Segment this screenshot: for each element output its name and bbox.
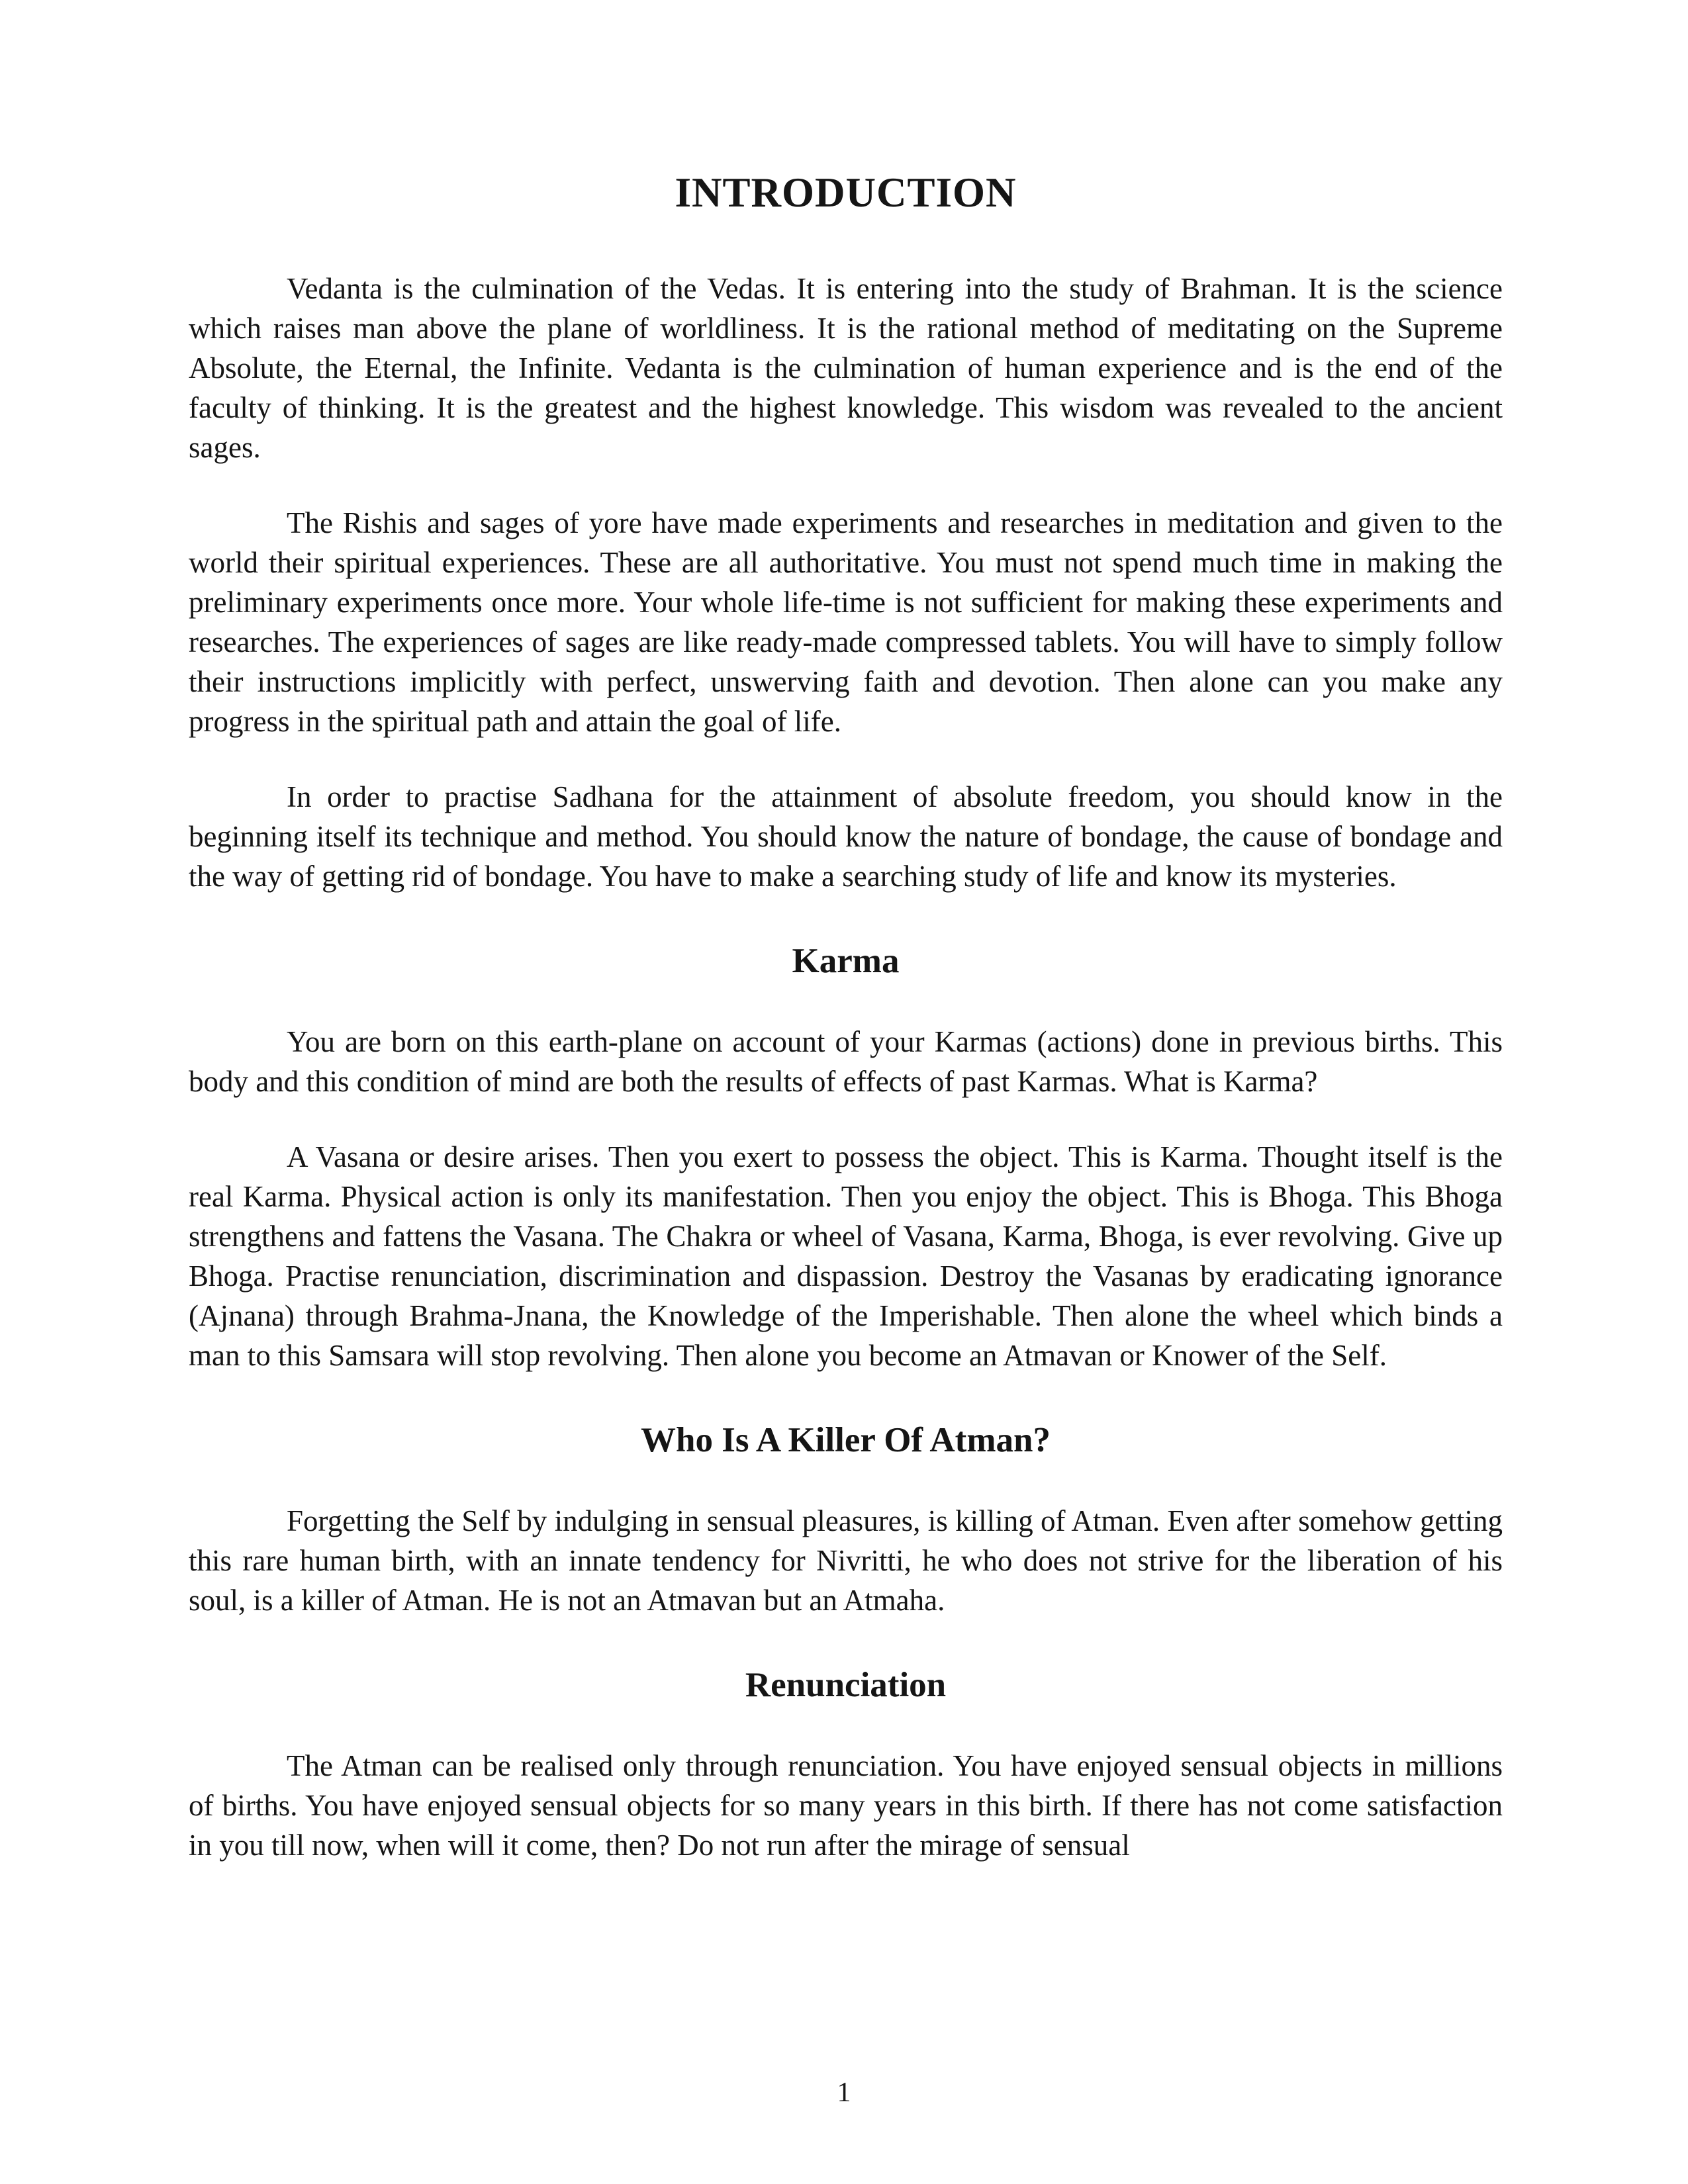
paragraph-intro-2: The Rishis and sages of yore have made experiments and researches in meditation and given to the world their spiritual experiences. These are all authoritative. You must not spend much time in making the preliminary experiments once more. Your whole life-time is not sufficient for making these experiments and researches. The experiences of sages are like ready-made compressed tablets. You will have to simply follow their instructions implicitly with perfect, unswerving faith and devotion. Then alone can you make any progress in the spiritual path and attain the goal of life. <box>189 506 1503 738</box>
paragraph-intro-1: Vedanta is the culmination of the Vedas. It is entering into the study of Brahman. It is the science which raises man above the plane of worldliness. It is the rational method of meditating on the Supreme Absolute, the Eternal, the Infinite. Vedanta is the culmination of human experience and is the end of the faculty of thinking. It is the greatest and the highest knowledge. This wisdom was revealed to the ancient sages. <box>189 272 1503 464</box>
paragraph-killer-of-atman-1: Forgetting the Self by indulging in sensual pleasures, is killing of Atman. Even after somehow getting this rare human birth, with an innate tendency for Nivritti, he who does not strive for the liberation of his soul, is a killer of Atman. He is not an Atmavan but an Atmaha. <box>189 1504 1503 1617</box>
page-number: 1 <box>837 2077 851 2108</box>
text-column <box>189 169 1503 1901</box>
paragraph-karma-1: You are born on this earth-plane on account of your Karmas (actions) done in previous births. This body and this condition of mind are both the results of effects of past Karmas. What is Karma? <box>189 1025 1503 1098</box>
paragraph-renunciation-1: The Atman can be realised only through renunciation. You have enjoyed sensual objects in millions of births. You have enjoyed sensual objects for so many years in this birth. If there has not come satisfaction in you till now, when will it come, then? Do not run after the mirage of sensual <box>189 1749 1503 1862</box>
document-title: INTRODUCTION <box>675 169 1017 216</box>
paragraph-intro-3: In order to practise Sadhana for the attainment of absolute freedom, you should know in the beginning itself its technique and method. You should know the nature of bondage, the cause of bondage and the way of getting rid of bondage. You have to make a searching study of life and know its mysteries. <box>189 780 1503 893</box>
paragraph-karma-2: A Vasana or desire arises. Then you exert to possess the object. This is Karma. Thought itself is the real Karma. Physical action is only its manifestation. Then you enjoy the object. This is Bhoga. This Bhoga strengthens and fattens the Vasana. The Chakra or wheel of Vasana, Karma, Bhoga, is ever revolving. Give up Bhoga. Practise renunciation, discrimination and dispassion. Destroy the Vasanas by eradicating ignorance (Ajnana) through Brahma-Jnana, the Knowledge of the Imperishable. Then alone the wheel which binds a man to this Samsara will stop revolving. Then alone you become an Atmavan or Knower of the Self. <box>189 1140 1503 1372</box>
section-heading-killer-of-atman: Who Is A Killer Of Atman? <box>641 1421 1051 1459</box>
section-heading-karma: Karma <box>792 942 900 980</box>
section-heading-renunciation: Renunciation <box>745 1666 947 1704</box>
